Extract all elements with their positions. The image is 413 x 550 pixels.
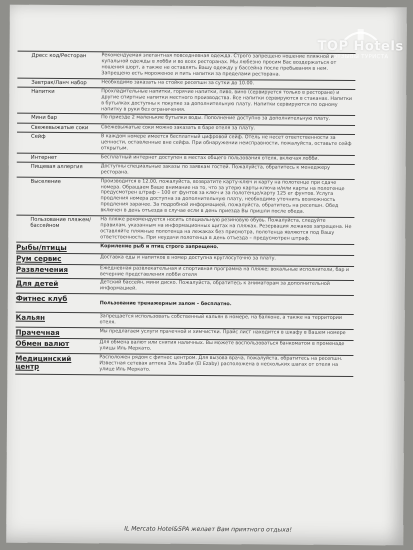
row-text: Детский бассейн, мини диско. Пожалуйста, обратитесь к аниматорам за дополнительной информацией.	[99, 280, 330, 292]
row-text: Необходимо заказать на стойке ресепшн за сутки до 10.00.	[101, 79, 255, 86]
row-text: Ежедневная развлекательная и спортивная программа на пляже; вокальные исполнители, бар и вечерние представления лобби отеля	[99, 265, 350, 278]
row-text: Запрещается использовать собственный кальян в номере, на балконе, а также на территории отеля.	[99, 314, 342, 326]
row-text: Прохладительные напитки, горячие напитки, пиво, вино (сервируется только в ресторане) и другие спиртные напитки местного производства. Все напитки сервируются в стаканах. Напитки в бутылках доступны к покупке за дополнительную плату. Напитки сервируются по одному напитку в руки без ограничения.	[101, 89, 353, 113]
table-row	[17, 87, 355, 116]
row-text: Бесплатный интернет доступен в местах общего пользования отеля, включая лобби.	[100, 154, 320, 162]
row-label: Развлечения	[16, 265, 69, 274]
row-label: Пищевая аллергия	[30, 163, 83, 170]
row-label: Мини бар	[31, 115, 58, 122]
row-label: Пользование пляжем/бассейном	[30, 216, 91, 230]
row-text: В каждом номере имеется бесплатный цифровой сейф. Отель не несет ответственности за ценности, оставленные вне сейфа. При обнаружении неисправности, пожалуйста, оставьте сейф открытым.	[100, 134, 352, 152]
table-row	[16, 293, 354, 314]
row-text: На пляже рекомендуется носить специальную резиновую обувь. Пожалуйста, следуйте правилам, указанным на информационных щитах на пляжах. Резервация лежаков запрещена. Не оставляйте пляжные полотенца на лежаках без присмотра, полотенца являются под Вашу ответственность. При неудачи полотенца в день отъезда – предусмотрен штраф.	[100, 217, 352, 242]
row-text: Расположен рядом с фитнес центром. Для вызова врача, пожалуйста, обратитесь на ресепшн. Известная сетевая аптека Эль Эзаби (El Ezaby) расположена в нескольких шагах от отеля на улице Иль Меркато.	[99, 355, 343, 373]
row-label: Выселение	[30, 178, 61, 185]
row-label: Рум сервис	[16, 254, 62, 263]
watermark-logo: TOP Hotels	[317, 38, 404, 55]
row-text: Доставка еды и напитков в номер доступна круглосуточно за плату.	[100, 254, 276, 262]
row-label: Дресс код/Ресторан	[31, 52, 87, 60]
row-text: Для обмена валют или снятия наличных. Вы можете воспользоваться банкоматом в променаде улицы Иль Меркато.	[99, 340, 345, 352]
row-label: Свежевыжатые соки	[31, 124, 89, 131]
row-text: Доступны специальные заказы по заявкам гостей. Пожалуйста, обратитесь к менеджеру ресторана.	[100, 164, 330, 176]
table-row	[17, 132, 355, 155]
table-row	[16, 215, 354, 244]
watermark-subtitle: ОТЗЫВЫ ТУРИСТА	[332, 53, 389, 61]
row-text: Пользование тренажерным залом – бесплатно.	[99, 301, 232, 308]
row-label: Напитки	[31, 88, 55, 95]
row-label: Обмен валют	[15, 339, 70, 349]
row-label: Кальян	[15, 313, 46, 323]
row-label: Рыбы/птицы	[16, 243, 67, 252]
row-label: Для детей	[15, 280, 59, 289]
document-page	[6, 5, 407, 546]
row-label: Медицинский центр	[15, 354, 72, 371]
row-text: Кормление рыб и птиц строго запрещено.	[100, 243, 219, 250]
row-label: Завтрак/Ланч набор	[31, 79, 87, 86]
row-label: Сейф	[30, 133, 46, 140]
row-text: Свежевыжатые соки можно заказать в баре отеля за плату.	[101, 124, 256, 131]
row-label: Фитнес клуб	[15, 294, 68, 304]
table-row	[16, 176, 354, 217]
row-text: Мы предлагаем услуги прачечной и химчистки. Прайс лист находится в шкафу в Вашем номере	[99, 329, 346, 337]
row-text: По приезде 2 маленькие бутылки воды. Пополнение доступно за дополнительную плату.	[101, 115, 331, 123]
row-text: Производится в 12.00, пожалуйста, возвратите карту-ключ и карту на полотенце при сдаче номера. Обращаем Ваше внимание на то, что за утерю карты-ключа и/или карты на полотенце предусмотрен штраф – 100 ег фунтов за ключ и за полотенце/карту 125 ег фунтов. Услуга продления номера доступна за дополнительную плату, необходимо уточнить возможность продления заранее. За подробной информацией, пожалуйста, обратитесь на ресепшн. Обед включен в день отъезда в случае если в день приезда Вы пришли после обеда.	[100, 178, 345, 215]
row-label: Интернет	[30, 154, 58, 161]
table-row	[17, 51, 355, 80]
row-label: Прачечная	[15, 328, 60, 338]
row-text: Рекомендуемая элегантная повседневная одежда. Строго запрещено ношение пляжной и купальной одежды в лобби и во всех ресторанах. Мы любезно просим Вас воздержаться от ношения шорт, а также не оставлять Вашу одежду у бассейна после пребывания в нем. Запрещено есть мороженое и пить напитки за пределами ресторана.	[101, 53, 337, 78]
footer-wish: IL Mercato Hotel&SPA желает Вам приятного отдыха!	[124, 525, 292, 534]
table-row	[15, 353, 353, 377]
rules-table	[15, 51, 355, 377]
